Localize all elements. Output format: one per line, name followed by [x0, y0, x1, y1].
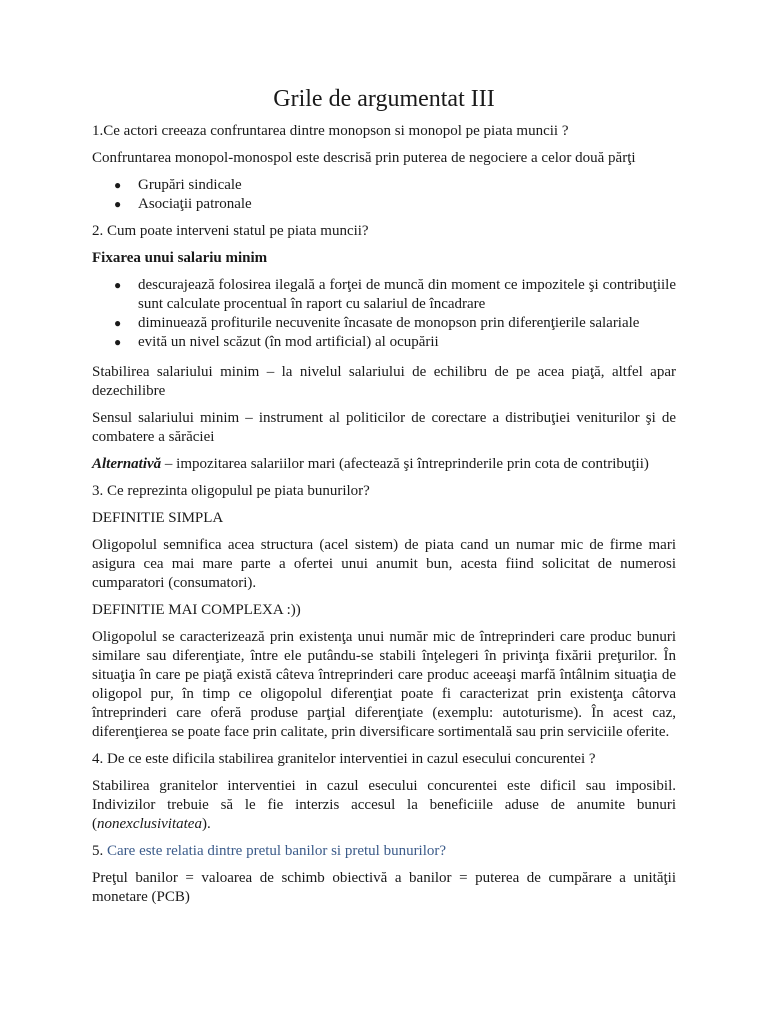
question-2: 2. Cum poate interveni statul pe piata muncii?	[92, 223, 369, 239]
definition-simple: Oligopolul semnifica acea structura (acel sistem) de piata cand un numar mic de firme mari asigura cea mai mare parte a ofertei unui anumit bun, acesta fiind solicitat de numerosi cumparatori (consumatori).	[92, 537, 676, 591]
question-3: 3. Ce reprezinta oligopulul pe piata bunurilor?	[92, 483, 370, 499]
list-item: ● Asociaţii patronale	[114, 196, 252, 212]
document-title: Grile de argumentat III	[273, 86, 495, 112]
question-5-link: Care este relatia dintre pretul banilor si pretul bunurilor?	[103, 843, 447, 859]
definition-complex: Oligopolul se caracterizează prin existenţa unui număr mic de întreprinderi care produc bunuri similare sau diferenţiate, între ele putându-se stabili înţelegeri în privinţa fixării preţurilor. În situaţia în care pe piaţă există câteva întreprinderi care produc aceeaşi marfă întâlnim situaţia de oligopol pur, în timp ce oligopolul diferenţiat poate fi caracterizat prin existenţa câtorva întreprinderi care oferă produse parţial diferenţiate (exemplu: autoturisme). În acest caz, diferenţierea se poate face prin calitate, prin diversificare sortimentală sau prin serviciile oferite.	[92, 629, 676, 740]
bullet-icon: ●	[114, 197, 122, 211]
list-item: ● Grupări sindicale	[114, 177, 242, 193]
alternative-text: – impozitarea salariilor mari (afectează şi întreprinderile prin cota de contribuţii)	[161, 456, 649, 472]
list-item: ● evită un nivel scăzut (în mod artificial) al ocupării	[114, 334, 439, 350]
answer-5: Preţul banilor = valoarea de schimb obiectivă a banilor = puterea de cumpărare a unităţii monetare (PCB)	[92, 870, 676, 905]
paragraph: Sensul salariului minim – instrument al politicilor de corectare a distribuţiei veniturilor şi de combatere a sărăciei	[92, 410, 676, 445]
list-item: ● diminuează profiturile necuvenite încasate de monopson prin diferenţierile salariale	[114, 315, 640, 331]
paragraph: Stabilirea salariului minim – la nivelul salariului de echilibru de pe acea piaţă, altfel apar dezechilibre	[92, 364, 676, 399]
answer-4: Stabilirea granitelor interventiei in cazul esecului concurentei este dificil sau imposibil. Indivizilor trebuie să le fie interzis accesul la beneficiile aduse de anumite bunuri (nonexclusivitatea).	[92, 778, 676, 832]
question-1: 1.Ce actori creeaza confruntarea dintre monopson si monopol pe piata muncii ?	[92, 123, 569, 139]
question-4: 4. De ce este dificila stabilirea granitelor interventiei in cazul esecului concurentei ?	[92, 751, 596, 767]
answer-1: Confruntarea monopol-monospol este descrisă prin puterea de negociere a celor două părţi	[92, 150, 636, 166]
definition-complex-label: DEFINITIE MAI COMPLEXA :))	[92, 602, 301, 618]
question-5: 5. Care este relatia dintre pretul banilor si pretul bunurilor?	[92, 843, 447, 859]
answer-1-list	[92, 176, 676, 214]
list-item: ● descurajează folosirea ilegală a forţei de muncă din moment ce impozitele şi contribuţiile sunt calculate procentual în raport cu salariul de încadrare	[114, 277, 676, 312]
section-heading: Fixarea unui salariu minim	[92, 250, 268, 266]
answer-2-list	[92, 276, 676, 352]
bullet-icon: ●	[114, 278, 122, 292]
bullet-icon: ●	[114, 335, 122, 349]
document-page	[92, 84, 676, 915]
emphasis-text: nonexclusivitatea	[97, 816, 202, 832]
definition-simple-label: DEFINITIE SIMPLA	[92, 510, 224, 526]
bullet-icon: ●	[114, 316, 122, 330]
alternative-label: Alternativă	[92, 456, 162, 472]
alternative-paragraph	[92, 455, 676, 474]
bullet-icon: ●	[114, 178, 122, 192]
